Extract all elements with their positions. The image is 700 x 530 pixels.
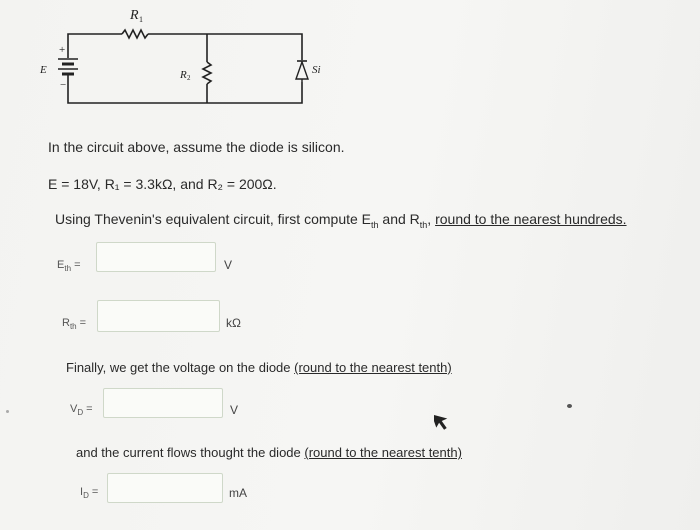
intro-text: In the circuit above, assume the diode is silicon. bbox=[48, 139, 345, 155]
current-text: and the current flows thought the diode (round to the nearest tenth) bbox=[76, 445, 462, 460]
id-label: $I_D$ = bbox=[80, 486, 99, 501]
r1-resistor bbox=[122, 30, 148, 38]
round-tenth-note-2: (round to the nearest tenth) bbox=[304, 445, 462, 460]
source-label: E bbox=[40, 64, 47, 76]
top-left-wire bbox=[68, 34, 122, 58]
eth-label: $E_{th}$ = bbox=[57, 259, 81, 274]
minus-sign: − bbox=[60, 79, 67, 91]
instruction-text: Using Thevenin's equivalent circuit, first compute $E_{th}$ and $R_{th}$, round to the nearest hundreds. bbox=[55, 211, 627, 230]
r2-subscript: 2 bbox=[187, 74, 191, 82]
diode-triangle bbox=[296, 62, 308, 79]
values-text: E = 18V, R₁ = 3.3kΩ, and R₂ = 200Ω. bbox=[48, 176, 277, 192]
rth-label: $R_{th}$ = bbox=[62, 317, 87, 332]
id-input[interactable] bbox=[107, 473, 223, 503]
id-unit: mA bbox=[229, 486, 247, 500]
plus-sign: + bbox=[59, 44, 66, 56]
stray-mark bbox=[567, 404, 572, 408]
diode-label: Si bbox=[312, 64, 321, 76]
vd-unit: V bbox=[230, 403, 239, 417]
r1-label: R bbox=[130, 8, 139, 23]
mouse-pointer-icon bbox=[434, 412, 450, 432]
final-text: Finally, we get the voltage on the diode (round to the nearest tenth) bbox=[66, 360, 452, 375]
round-hundreds-note: round to the nearest hundreds. bbox=[435, 211, 627, 227]
top-right-wire bbox=[148, 34, 302, 60]
round-tenth-note: (round to the nearest tenth) bbox=[294, 360, 452, 375]
r2-resistor bbox=[203, 62, 211, 84]
rth-unit: kΩ bbox=[226, 316, 241, 330]
circuit-diagram bbox=[0, 0, 330, 120]
vd-label: $V_D$ = bbox=[70, 403, 93, 418]
stray-mark-2 bbox=[6, 410, 9, 413]
rth-input[interactable] bbox=[97, 300, 220, 332]
r1-subscript: 1 bbox=[139, 15, 143, 24]
vd-input[interactable] bbox=[103, 388, 223, 418]
eth-input[interactable] bbox=[96, 242, 216, 272]
eth-unit: V bbox=[224, 258, 233, 272]
r2-label: R bbox=[180, 69, 187, 81]
